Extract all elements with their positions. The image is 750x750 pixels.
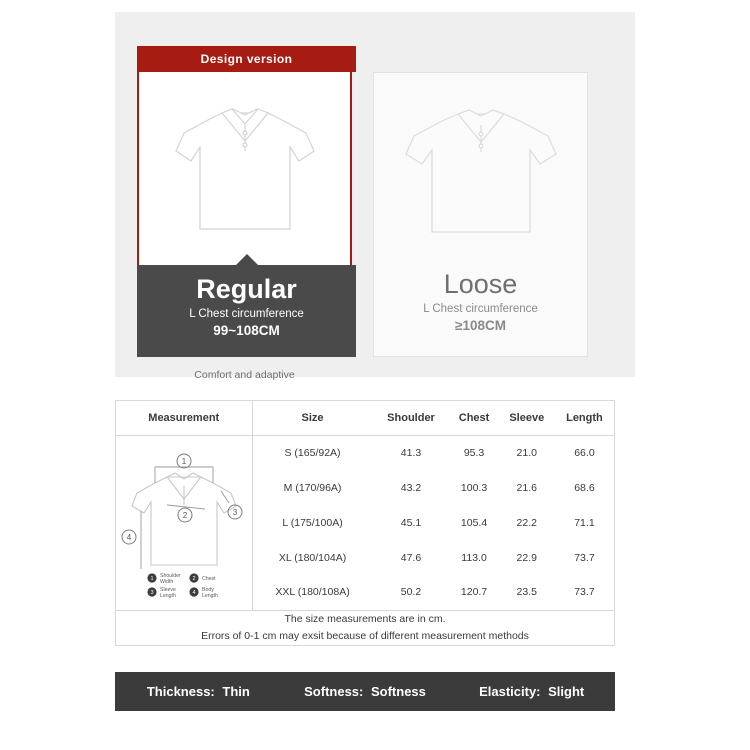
softness-value: Softness [370, 684, 426, 699]
cell-length: 68.6 [574, 481, 595, 494]
softness-label: Softness: [304, 684, 364, 699]
elasticity-value: Slight [548, 684, 585, 699]
svg-text:4: 4 [192, 589, 196, 596]
svg-text:1: 1 [150, 575, 154, 582]
thickness-label: Thickness: [146, 684, 215, 699]
svg-text:Sleeve: Sleeve [159, 586, 176, 593]
table-header-row [116, 401, 614, 435]
svg-text:Body: Body [201, 586, 214, 593]
header-measurement: Measurement [116, 401, 252, 435]
cell-chest: 113.0 [461, 551, 487, 564]
header-chest: Chest [449, 401, 498, 435]
fit-card-loose [373, 72, 588, 357]
design-version-tag: Design version [137, 46, 356, 72]
cell-size: XL (180/104A) [278, 551, 347, 564]
cell-size: L (175/100A) [282, 516, 343, 529]
header-size: Size [252, 401, 373, 435]
cell-size: M (170/96A) [283, 481, 342, 494]
cell-sleeve: 21.0 [516, 446, 537, 459]
svg-text:Shoulder: Shoulder [159, 572, 181, 579]
loose-fit-title: Loose [443, 269, 518, 299]
cell-length: 73.7 [574, 551, 595, 564]
polo-shirt-loose-illustration [374, 85, 587, 255]
cell-shoulder: 45.1 [400, 516, 422, 529]
header-shoulder: Shoulder [373, 401, 450, 435]
property-thickness [115, 684, 282, 699]
cell-length: 73.7 [574, 586, 595, 599]
cell-sleeve: 22.9 [516, 551, 537, 564]
thickness-value: Thin [222, 684, 250, 699]
fit-comparison-section [115, 12, 635, 381]
cell-size: S (165/92A) [284, 446, 341, 459]
cell-shoulder: 47.6 [400, 551, 422, 564]
svg-text:2: 2 [192, 575, 196, 582]
note-line-1: The size measurements are in cm. [284, 612, 446, 625]
cell-sleeve: 22.2 [516, 516, 537, 529]
svg-text:4: 4 [126, 532, 131, 542]
svg-text:1: 1 [181, 456, 186, 466]
table-row [116, 435, 614, 470]
svg-text:3: 3 [232, 507, 237, 517]
cell-chest: 95.3 [463, 446, 485, 459]
svg-text:Width: Width [159, 578, 174, 585]
loose-fit-label-panel [374, 264, 587, 356]
fabric-properties-bar [115, 672, 615, 711]
measurement-diagram [116, 435, 252, 610]
property-elasticity [448, 684, 615, 699]
loose-fit-subtitle: L Chest circumference [423, 303, 538, 316]
header-length: Length [555, 401, 614, 435]
cell-length: 71.1 [574, 516, 595, 529]
cell-shoulder: 43.2 [400, 481, 422, 494]
property-softness [282, 684, 449, 699]
svg-text:3: 3 [150, 589, 154, 596]
cell-size: XXL (180/108A) [275, 586, 350, 599]
cell-shoulder: 41.3 [400, 446, 422, 459]
cell-chest: 120.7 [460, 586, 488, 599]
cell-sleeve: 21.6 [516, 481, 537, 494]
header-sleeve: Sleeve [499, 401, 555, 435]
regular-fit-subtitle: L Chest circumference [189, 308, 304, 321]
regular-fit-value: 99~108CM [213, 323, 280, 339]
cell-chest: 100.3 [460, 481, 488, 494]
polo-shirt-regular-illustration [139, 84, 350, 254]
svg-text:Length: Length [159, 592, 176, 599]
cell-sleeve: 23.5 [516, 586, 537, 599]
regular-fit-footnote: Comfort and adaptive [194, 369, 295, 381]
cell-length: 66.0 [574, 446, 595, 459]
svg-text:Length: Length [201, 592, 218, 599]
note-line-2: Errors of 0-1 cm may exsit because of different measurement methods [201, 629, 529, 642]
cell-shoulder: 50.2 [400, 586, 422, 599]
size-chart-table [115, 400, 615, 646]
elasticity-label: Elasticity: [479, 684, 541, 699]
fit-card-regular [137, 52, 352, 381]
table-note-row [116, 610, 614, 645]
svg-text:Chest: Chest [201, 575, 216, 582]
regular-fit-title: Regular [196, 274, 297, 304]
regular-fit-label-panel [137, 265, 356, 357]
loose-fit-value: ≥108CM [455, 318, 506, 334]
cell-chest: 105.4 [460, 516, 488, 529]
svg-text:2: 2 [182, 510, 187, 520]
